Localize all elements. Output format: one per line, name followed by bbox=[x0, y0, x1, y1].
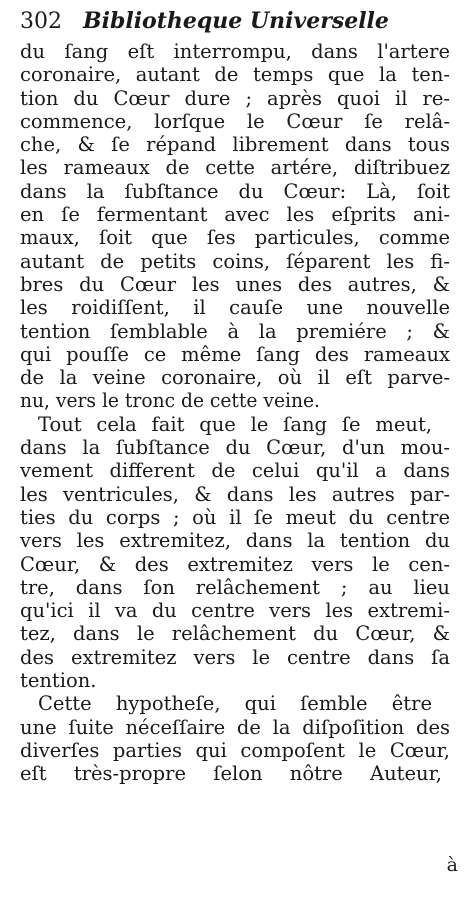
text-line: dans la ſubſtance du Cœur, d'un mou- bbox=[20, 436, 450, 460]
page-number: 302 bbox=[20, 9, 62, 34]
text-line: des extremitez vers le centre dans ſa bbox=[20, 645, 450, 669]
text-line: tez, dans le relâchement du Cœur, & bbox=[20, 622, 450, 646]
text-line: maux, ſoit que ſes particules, comme bbox=[20, 226, 450, 250]
text-line: commence, lorſque le Cœur ſe relâ- bbox=[20, 109, 450, 133]
text-line: che, & ſe répand librement dans tous bbox=[20, 133, 450, 157]
catchword: à bbox=[446, 854, 458, 876]
text-line: tention ſemblable à la premiére ; & bbox=[20, 319, 450, 343]
text-line: les rameaux de cette artére, diſtribuez bbox=[20, 156, 450, 180]
text-line: une ſuite néceſſaire de la diſpoſition des bbox=[20, 715, 450, 739]
text-line: tion du Cœur dure ; après quoi il re- bbox=[20, 86, 450, 110]
text-line: dans la ſubſtance du Cœur: Là, ſoit bbox=[20, 179, 450, 203]
text-line: du ſang eſt interrompu, dans l'artere bbox=[20, 40, 450, 63]
text-line: autant de petits coins, ſéparent les fi- bbox=[20, 249, 450, 273]
text-line: Tout cela fait que le ſang ſe meut, bbox=[38, 412, 432, 436]
text-line: coronaire, autant de temps que la ten- bbox=[20, 63, 450, 87]
text-line: tention. bbox=[20, 669, 97, 693]
text-line: bres du Cœur les unes des autres, & bbox=[20, 272, 450, 296]
running-title: Bibliotheque Universelle bbox=[83, 8, 389, 34]
text-line: qu'ici il va du centre vers les extremi- bbox=[20, 599, 450, 623]
body-text bbox=[20, 40, 450, 786]
text-line: vement different de celui qu'il a dans bbox=[20, 459, 450, 483]
text-line: qui pouſſe ce même ſang des rameaux bbox=[20, 342, 450, 366]
running-header bbox=[20, 4, 389, 38]
text-line: vers les extremitez, dans la tention du bbox=[20, 529, 450, 553]
text-line: ties du corps ; où il ſe meut du centre bbox=[20, 505, 450, 529]
text-line: les roidiſſent, il cauſe une nouvelle bbox=[20, 296, 450, 320]
text-line: diverſes parties qui compoſent le Cœur, bbox=[20, 738, 450, 762]
text-line: Cœur, & des extremitez vers le cen- bbox=[20, 552, 450, 576]
text-line: eſt très-propre ſelon nôtre Auteur, bbox=[20, 762, 442, 786]
text-line: en ſe fermentant avec les eſprits ani- bbox=[20, 203, 450, 227]
text-line: les ventricules, & dans les autres par- bbox=[20, 482, 450, 506]
text-line: de la veine coronaire, où il eſt parve- bbox=[20, 366, 450, 390]
text-line: nu, vers le tronc de cette veine. bbox=[20, 389, 320, 413]
text-line: tre, dans ſon relâchement ; au lieu bbox=[20, 575, 450, 599]
text-line: Cette hypotheſe, qui ſemble être bbox=[38, 692, 432, 716]
